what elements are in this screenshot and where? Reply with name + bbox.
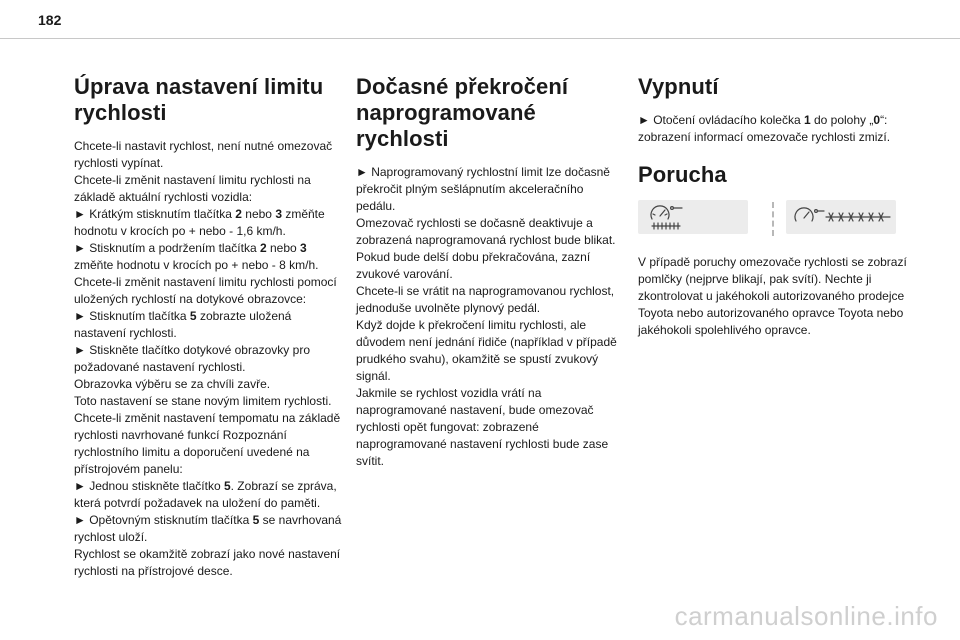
paragraph: Chcete-li změnit nastavení limitu rychlosti na základě aktuální rychlosti vozidla: xyxy=(74,173,311,204)
section-body-off xyxy=(638,112,908,146)
paragraph: Když dojde k překročení limitu rychlosti, ale důvodem není jednání řidiče (například v případě prudkého svahu), okamžitě se spustí zvukový signál. xyxy=(356,318,617,383)
section-body-fault xyxy=(638,254,908,339)
paragraph: Jakmile se rychlost vozidla vrátí na naprogramované nastavení, bude omezovač rychlosti opět fungovat: zobrazené naprogramované nastavení rychlosti bude zase svítit. xyxy=(356,386,609,468)
paragraph: Obrazovka výběru se za chvíli zavře. xyxy=(74,377,271,391)
section-body-exceed xyxy=(356,164,626,470)
column-speed-limit-adjust xyxy=(74,74,344,580)
paragraph: ► Jednou stiskněte tlačítko 5. Zobrazí se zpráva, která potvrdí požadavek na uložení do paměti. xyxy=(74,479,337,510)
paragraph: Pokud bude delší dobu překračována, zazní zvukové varování. xyxy=(356,250,591,281)
section-title-exceed: Dočasné překročení naprogramované rychlosti xyxy=(356,74,569,151)
paragraph: Rychlost se okamžitě zobrazí jako nové nastavení rychlosti na přístrojové desce. xyxy=(74,547,341,578)
icon-divider xyxy=(772,202,774,236)
paragraph: Chcete-li se vrátit na naprogramovanou rychlost, jednoduše uvolněte plynový pedál. xyxy=(356,284,615,315)
paragraph: ► Stisknutím tlačítka 5 zobrazte uložená nastavení rychlosti. xyxy=(74,309,292,340)
header-rule xyxy=(0,38,960,39)
paragraph: ► Stisknutím a podržením tlačítka 2 nebo 3 změňte hodnotu v krocích po + nebo - 8 km/h. xyxy=(74,241,319,272)
paragraph: ► Opětovným stisknutím tlačítka 5 se navrhovaná rychlost uloží. xyxy=(74,513,342,544)
speed-limiter-fault-icon xyxy=(638,200,748,234)
paragraph: Omezovač rychlosti se dočasně deaktivuje a zobrazená naprogramovaná rychlost bude blikat. xyxy=(356,216,616,247)
paragraph: V případě poruchy omezovače rychlosti se zobrazí pomlčky (nejprve blikají, pak svítí). Nechte ji zkontrolovat u jakéhokoli autorizovaného prodejce Toyota nebo autorizovaného opravce Toyota nebo jakéhokoli spolehlivého opravce. xyxy=(638,255,907,337)
watermark-text: carmanualsonline.info xyxy=(674,601,938,631)
section-body-adjust xyxy=(74,138,344,580)
page-number: 182 xyxy=(38,12,62,28)
paragraph: Chcete-li změnit nastavení limitu rychlosti pomocí uložených rychlostí na dotykové obrazovce: xyxy=(74,275,337,306)
paragraph: Chcete-li nastavit rychlost, není nutné omezovač rychlosti vypínat. xyxy=(74,139,333,170)
fault-icons-row xyxy=(638,200,908,240)
section-title-fault: Porucha xyxy=(638,162,727,187)
paragraph: ► Otočení ovládacího kolečka 1 do polohy „0“: zobrazení informací omezovače rychlosti zmizí. xyxy=(638,113,891,144)
paragraph: ► Stiskněte tlačítko dotykové obrazovky pro požadované nastavení rychlosti. xyxy=(74,343,310,374)
column-off-and-fault xyxy=(638,74,908,339)
paragraph: Chcete-li změnit nastavení tempomatu na základě rychlosti navrhované funkcí Rozpoznání rychlostního limitu a doporučení uvedené na přístrojovém panelu: xyxy=(74,411,341,476)
speed-limiter-fault-icon xyxy=(786,200,896,234)
column-temporary-exceed xyxy=(356,74,626,470)
paragraph: Toto nastavení se stane novým limitem rychlosti. xyxy=(74,394,332,408)
section-title-adjust: Úprava nastavení limitu rychlosti xyxy=(74,74,324,125)
section-title-off: Vypnutí xyxy=(638,74,719,99)
paragraph: ► Krátkým stisknutím tlačítka 2 nebo 3 změňte hodnotu v krocích po + nebo - 1,6 km/h. xyxy=(74,207,325,238)
paragraph: ► Naprogramovaný rychlostní limit lze dočasně překročit plným sešlápnutím akceleračního pedálu. xyxy=(356,165,610,213)
